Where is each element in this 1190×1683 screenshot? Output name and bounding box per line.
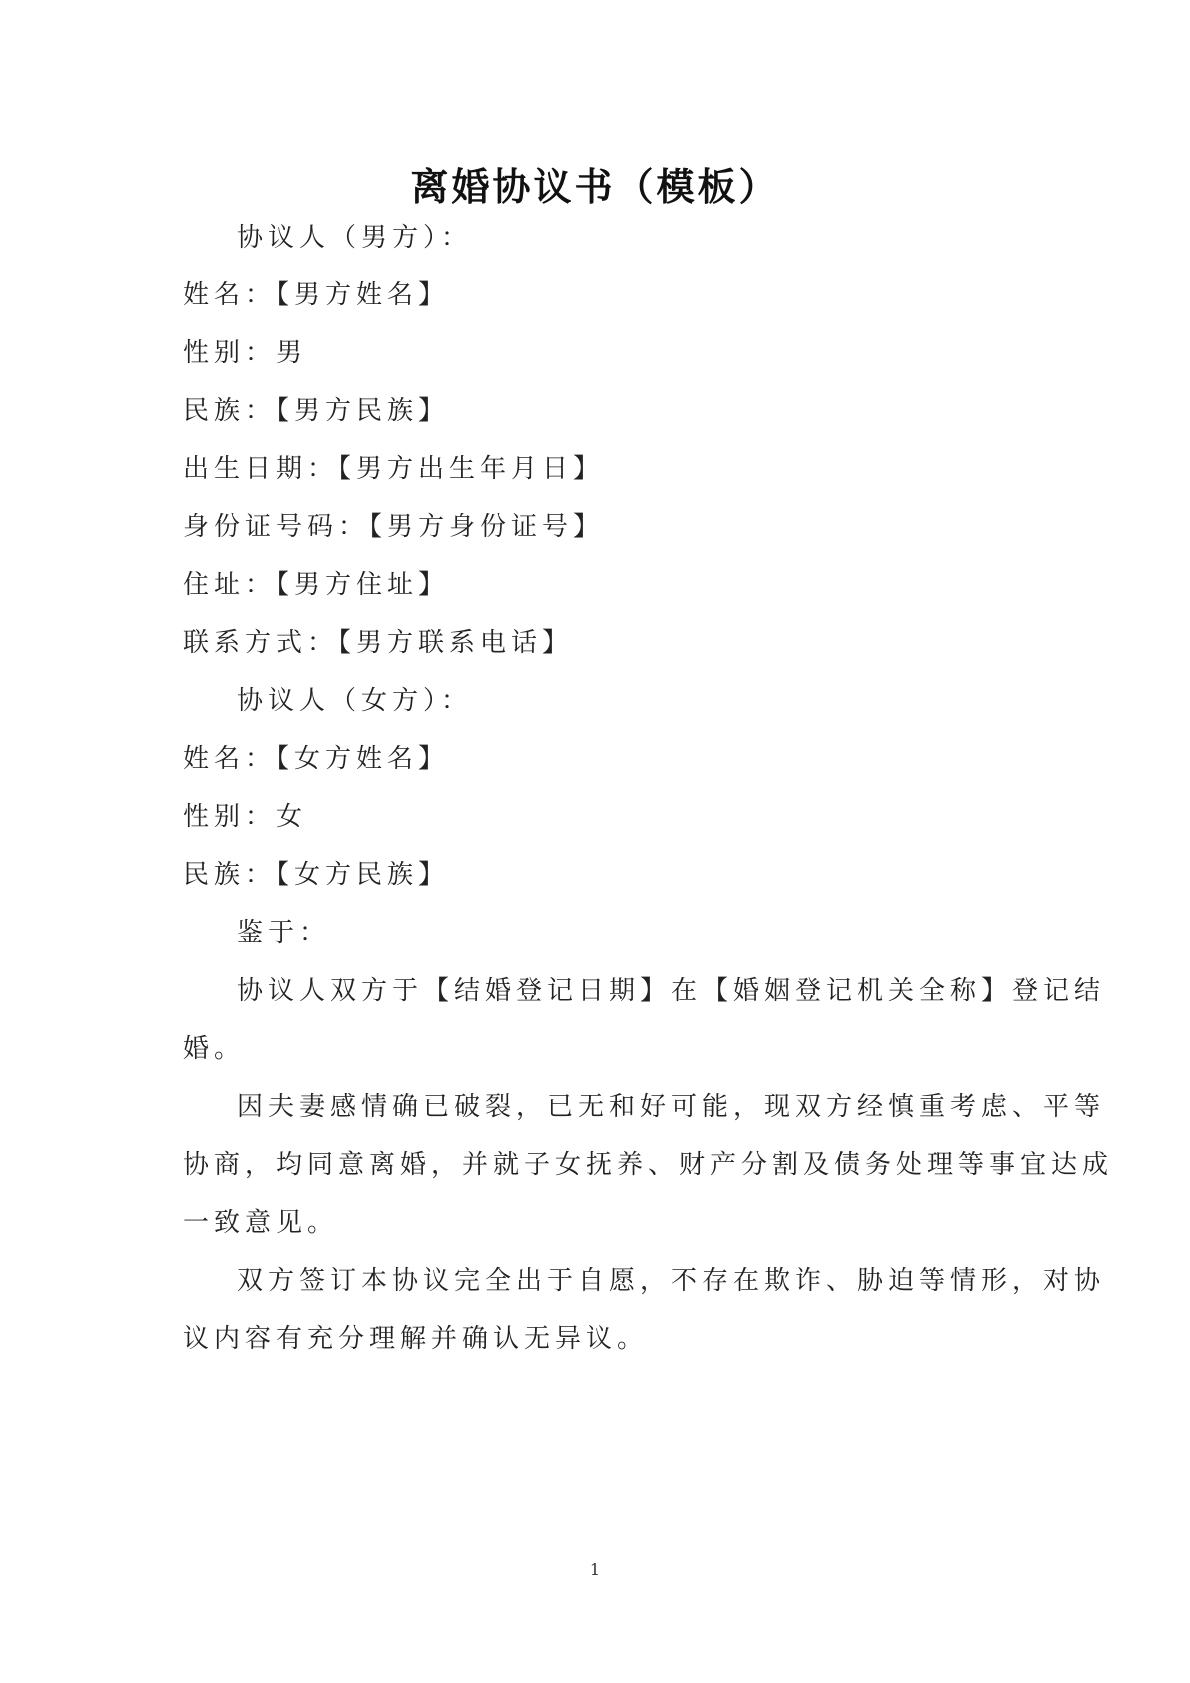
male-address: 住址：【男方住址】	[183, 570, 450, 600]
paragraph-voluntary-line-1: 双方签订本协议完全出于自愿，不存在欺诈、胁迫等情形，对协	[237, 1266, 1106, 1296]
male-name: 姓名：【男方姓名】	[183, 280, 450, 310]
paragraph-voluntary-line-2: 议内容有充分理解并确认无异议。	[183, 1324, 649, 1354]
male-id-number: 身份证号码：【男方身份证号】	[183, 512, 605, 542]
female-party-header: 协议人（女方）：	[237, 686, 473, 716]
paragraph-reason-line-2: 协商，均同意离婚，并就子女抚养、财产分割及债务处理等事宜达成	[183, 1150, 1114, 1180]
document-title: 离婚协议书（模板）	[410, 165, 780, 209]
paragraph-marriage-line-2: 婚。	[183, 1034, 246, 1064]
female-gender: 性别：女	[183, 802, 308, 832]
paragraph-reason-line-1: 因夫妻感情确已破裂，已无和好可能，现双方经慎重考虑、平等	[237, 1092, 1106, 1122]
male-ethnicity: 民族：【男方民族】	[183, 396, 450, 426]
whereas-heading: 鉴于：	[237, 918, 331, 948]
page-number: 1	[589, 1560, 601, 1579]
paragraph-reason-line-3: 一致意见。	[183, 1208, 339, 1238]
female-name: 姓名：【女方姓名】	[183, 744, 450, 774]
female-ethnicity: 民族：【女方民族】	[183, 860, 450, 890]
male-birthdate: 出生日期：【男方出生年月日】	[183, 454, 605, 484]
paragraph-marriage-line-1: 协议人双方于【结婚登记日期】在【婚姻登记机关全称】登记结	[237, 976, 1106, 1006]
male-party-header: 协议人（男方）：	[237, 223, 473, 253]
male-contact: 联系方式：【男方联系电话】	[183, 628, 574, 658]
male-gender: 性别：男	[183, 338, 308, 368]
